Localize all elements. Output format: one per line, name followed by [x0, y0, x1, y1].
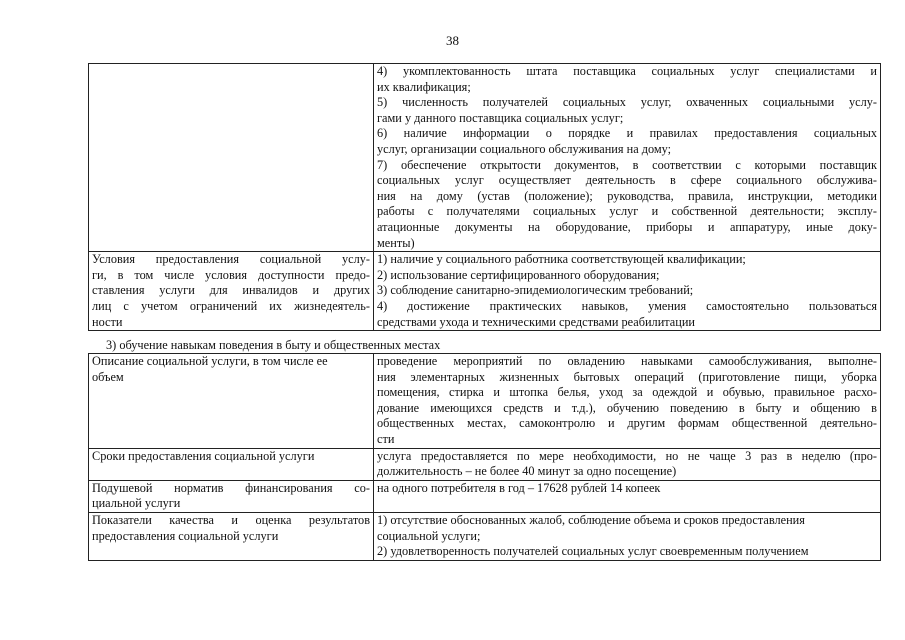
text-line: ставления услуги для инвалидов и других: [92, 283, 370, 298]
text-line: их квалификация;: [377, 79, 471, 94]
text-line: работы с получателями социальных услуг и собственной деятельности; эксплу-: [377, 204, 877, 219]
text-line: помещения, стирка и штопка белья, уход за одеждой и обувью, правильное расхо-: [377, 385, 877, 400]
text-line: гами у данного поставщика социальных услуг;: [377, 110, 624, 125]
conditions-label-cell: [89, 252, 374, 331]
text-line: циальной услуги: [92, 496, 181, 511]
text-line: ности: [92, 314, 123, 329]
description-label-cell: [89, 354, 374, 449]
text-line: ги, в том числе условия доступности предо-: [92, 267, 370, 282]
financing-value-cell: [374, 480, 881, 512]
empty-label-cell: [89, 64, 374, 252]
text-line: Подушевой норматив финансирования со-: [92, 480, 370, 495]
text-line: 3) соблюдение санитарно-эпидемиологическим требований;: [377, 283, 694, 298]
text-line: сти: [377, 431, 395, 446]
text-line: 6) наличие информации о порядке и правилах предоставления социальных: [377, 126, 877, 141]
text-line: 5) численность получателей социальных услуг, охваченных социальными услу-: [377, 95, 877, 110]
text-line: 1) отсутствие обоснованных жалоб, соблюдение объема и сроков предоставления: [377, 512, 805, 527]
table-row: [89, 480, 881, 512]
text-line: дование имеющихся средств и т.д.), обучению поведению в быту и общению в: [377, 400, 877, 415]
text-line: должительность – не более 40 минут за одно посещение): [377, 464, 677, 479]
text-line: атационные документы на оборудование, приборы и аппаратуру, иные доку-: [377, 219, 877, 234]
text-line: социальной услуги;: [377, 528, 481, 543]
text-line: услуг, организации социального обслуживания на дому;: [377, 141, 672, 156]
description-value-cell: [374, 354, 881, 449]
text-line: на одного потребителя в год – 17628 рублей 14 копеек: [377, 480, 661, 495]
text-line: предоставления социальной услуги: [92, 528, 279, 543]
terms-label-cell: [89, 448, 374, 480]
services-table-continued: [88, 63, 881, 331]
conditions-value-cell: [374, 252, 881, 331]
text-line: менты): [377, 235, 415, 250]
terms-value-cell: [374, 448, 881, 480]
text-line: Показатели качества и оценка результатов: [92, 512, 370, 527]
table-row: [89, 252, 881, 331]
text-line: 7) обеспечение открытости документов, в соответствии с которыми поставщик: [377, 157, 877, 172]
text-line: ния на дому (устав (положение); руководства, правила, инструкции, методики: [377, 188, 877, 203]
text-line: Сроки предоставления социальной услуги: [92, 448, 315, 463]
page-number: 38: [446, 33, 459, 48]
text-line: 4) укомплектованность штата поставщика социальных услуг специалистами и: [377, 64, 877, 78]
text-line: услуга предоставляется по мере необходимости, но не чаще 3 раз в неделю (про-: [377, 448, 877, 463]
table-row: [89, 64, 881, 252]
text-line: Описание социальной услуги, в том числе ее: [92, 354, 328, 368]
text-line: средствами ухода и техническими средствами реабилитации: [377, 314, 695, 329]
text-line: лиц с учетом ограничений их жизнедеятель-: [92, 298, 370, 313]
text-line: проведение мероприятий по овладению навыками самообслуживания, выполне-: [377, 354, 877, 368]
text-line: 1) наличие у социального работника соответствующей квалификации;: [377, 252, 746, 267]
text-line: 2) использование сертифицированного оборудования;: [377, 267, 660, 282]
quality-value-cell: [374, 512, 881, 560]
quality-label-cell: [89, 512, 374, 560]
text-line: 4) достижение практических навыков, умения самостоятельно пользоваться: [377, 298, 877, 313]
quality-indicators-continued-cell: [374, 64, 881, 252]
text-line: социальных услуг осуществляет деятельность в сфере социального обслужива-: [377, 173, 877, 188]
financing-label-cell: [89, 480, 374, 512]
service-details-table: [88, 353, 881, 561]
section-heading: 3) обучение навыкам поведения в быту и общественных местах: [106, 338, 441, 352]
text-line: общественных местах, самоконтролю и другим формам общественной деятельно-: [377, 416, 877, 431]
table-row: [89, 448, 881, 480]
text-line: 2) удовлетворенность получателей социальных услуг своевременным получением: [377, 544, 809, 559]
text-line: ния элементарных жизненных бытовых операций (приготовление пищи, уборка: [377, 369, 877, 384]
text-line: объем: [92, 369, 124, 384]
table-row: [89, 512, 881, 560]
table-row: [89, 354, 881, 449]
text-line: Условия предоставления социальной услу-: [92, 252, 370, 267]
